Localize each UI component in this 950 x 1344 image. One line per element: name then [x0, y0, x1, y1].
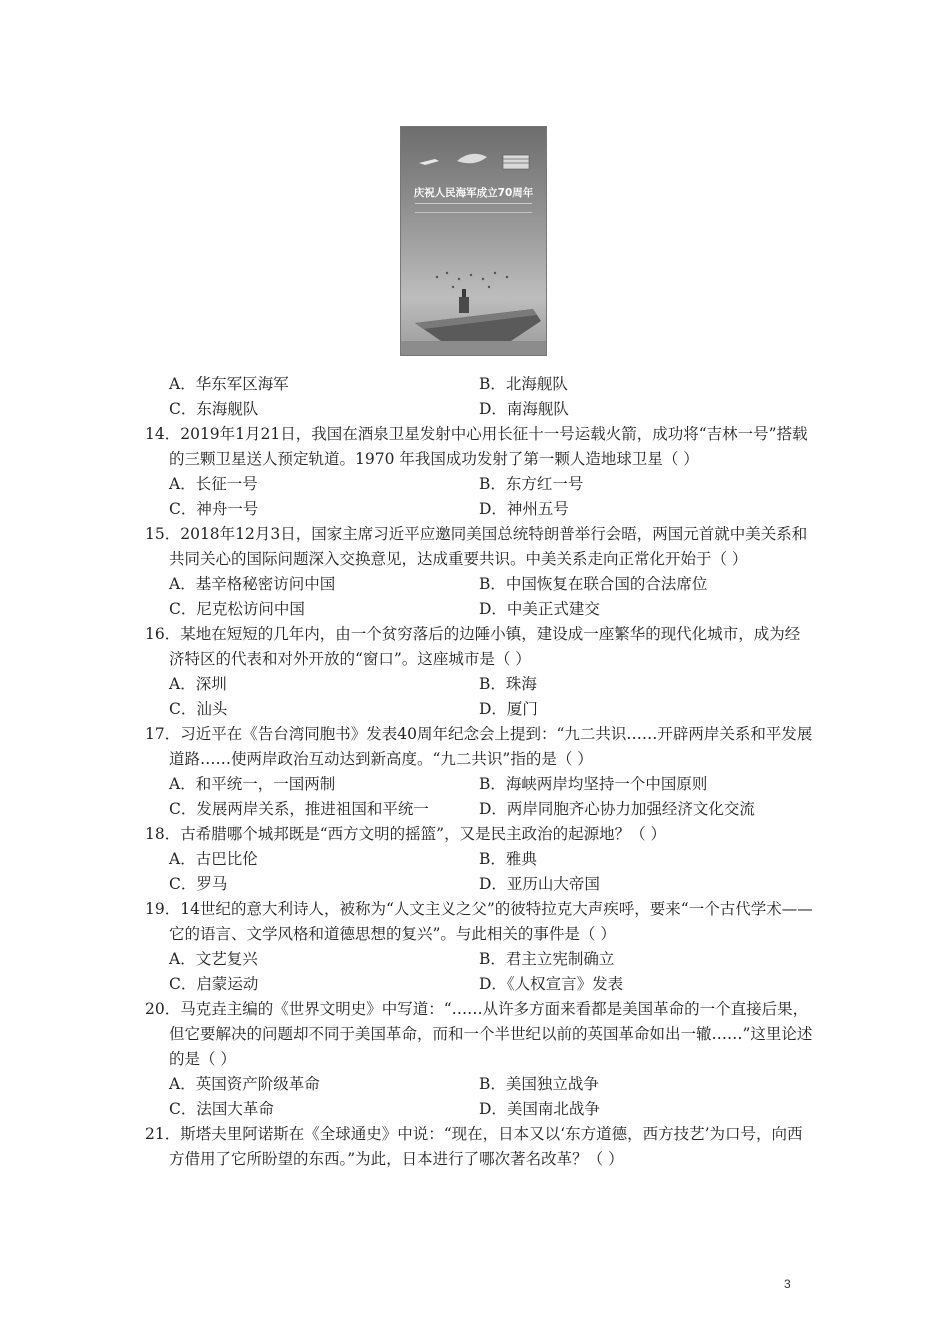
option-a[interactable]: A．深圳: [169, 675, 227, 693]
question-options: [145, 472, 815, 522]
option-c[interactable]: C．尼克松访问中国: [169, 600, 305, 618]
option-c[interactable]: C．法国大革命: [169, 1100, 274, 1118]
q13-options: [145, 372, 815, 422]
poster-title: 庆祝人民海军成立70周年: [413, 187, 534, 199]
option-b[interactable]: B．东方红一号: [479, 475, 584, 493]
option-c[interactable]: C．神舟一号: [169, 500, 259, 518]
option-d[interactable]: D．中美正式建交: [479, 600, 600, 618]
option-c[interactable]: C．启蒙运动: [169, 975, 259, 993]
option-d[interactable]: D．神州五号: [479, 500, 569, 518]
flag-icon: [503, 155, 529, 169]
question-options: [145, 772, 815, 822]
option-b[interactable]: B．珠海: [479, 675, 537, 693]
navy-anniversary-poster: [400, 126, 547, 356]
option-c[interactable]: C．汕头: [169, 700, 228, 718]
question-stem: 18．古希腊哪个城邦既是“西方文明的摇篮”，又是民主政治的起源地？（ ）: [145, 825, 667, 843]
question-16: [145, 622, 815, 722]
poster-subtitle-lines: [415, 203, 532, 213]
option-c[interactable]: C．发展两岸关系，推进祖国和平统一: [169, 800, 429, 818]
option-a[interactable]: A．和平统一，一国两制: [169, 775, 336, 793]
option-d[interactable]: D．美国南北战争: [479, 1100, 600, 1118]
option-d[interactable]: D．厦门: [479, 700, 538, 718]
option-d[interactable]: D．《人权宣言》发表: [479, 975, 624, 993]
option-a[interactable]: A．文艺复兴: [169, 950, 258, 968]
carrier-icon: [415, 289, 541, 341]
question-options: [145, 672, 815, 722]
option-b[interactable]: B．美国独立战争: [479, 1075, 599, 1093]
question-17: [145, 722, 815, 822]
question-stem: 19．14世纪的意大利诗人，被称为“人文主义之父”的彼特拉克大声疾呼，要来“一个古代学术——它的语言、文学风格和道德思想的复兴”。与此相关的事件是（ ）: [145, 900, 813, 943]
option-b[interactable]: B．海峡两岸均坚持一个中国原则: [479, 775, 708, 793]
option-d[interactable]: D．两岸同胞齐心协力加强经济文化交流: [479, 800, 755, 818]
question-20: [145, 997, 815, 1122]
option-d[interactable]: D．亚历山大帝国: [479, 875, 600, 893]
option-b[interactable]: B．北海舰队: [479, 375, 568, 393]
option-b[interactable]: B．雅典: [479, 850, 537, 868]
question-18: [145, 822, 815, 897]
question-stem: 20．马克垚主编的《世界文明史》中写道：“……从许多方面来看都是美国革命的一个直接后果，但它要解决的问题却不同于美国革命，而和一个半世纪以前的英国革命如出一辙……”这里论述的是（ ）: [145, 1000, 813, 1068]
exam-content: [145, 372, 815, 1172]
question-stem: 14．2019年1月21日，我国在酒泉卫星发射中心用长征十一号运载火箭，成功将“吉林一号”搭载的三颗卫星送人预定轨道。1970 年我国成功发射了第一颗人造地球卫星（ ）: [145, 425, 808, 468]
question-options: [145, 947, 815, 997]
question-stem: 16．某地在短短的几年内，由一个贫穷落后的边陲小镇，建设成一座繁华的现代化城市，成为经济特区的代表和对外开放的“窗口”。这座城市是（ ）: [145, 625, 801, 668]
question-21: [145, 1122, 815, 1172]
question-options: [145, 572, 815, 622]
page-number: 3: [784, 1277, 791, 1291]
option-a[interactable]: A．古巴比伦: [169, 850, 258, 868]
question-15: [145, 522, 815, 622]
option-c[interactable]: C．东海舰队: [169, 400, 259, 418]
option-a[interactable]: A．长征一号: [169, 475, 258, 493]
option-a[interactable]: A．华东军区海军: [169, 375, 289, 393]
option-b[interactable]: B．君主立宪制确立: [479, 950, 615, 968]
question-stem: 15．2018年12月3日，国家主席习近平应邀同美国总统特朗普举行会晤，两国元首就中美关系和共同关心的国际问题深入交换意见，达成重要共识。中美关系走向正常化开始于（ ）: [145, 525, 808, 568]
option-c[interactable]: C．罗马: [169, 875, 228, 893]
aircraft-icon: [419, 159, 439, 165]
option-d[interactable]: D．南海舰队: [479, 400, 569, 418]
question-stem: 17．习近平在《告台湾同胞书》发表40周年纪念会上提到：“九二共识……开辟两岸关系和平发展道路……使两岸政治互动达到新高度。“九二共识”指的是（ ）: [145, 725, 813, 768]
question-19: [145, 897, 815, 997]
question-14: [145, 422, 815, 522]
question-options: [145, 847, 815, 897]
option-b[interactable]: B．中国恢复在联合国的合法席位: [479, 575, 708, 593]
option-a[interactable]: A．基辛格秘密访问中国: [169, 575, 336, 593]
poster-artwork: [401, 127, 547, 356]
question-stem: 21．斯塔夫里阿诺斯在《全球通史》中说：“现在，日本又以‘东方道德，西方技艺’为口号，向西方借用了它所盼望的东西。”为此，日本进行了哪次著名改革？（ ）: [145, 1125, 803, 1168]
option-a[interactable]: A．英国资产阶级革命: [169, 1075, 320, 1093]
question-options: [145, 1072, 815, 1122]
